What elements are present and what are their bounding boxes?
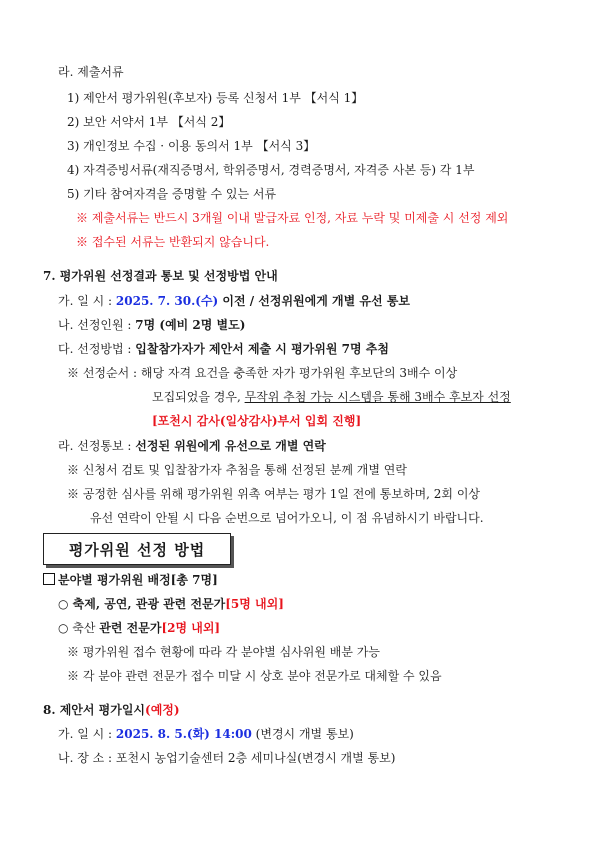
sec7-ga-rest: 이전 / 선정위원에게 개별 유선 통보: [218, 294, 410, 308]
allocation-item-1-text: ○ 축제, 공연, 관광 관련 전문가: [58, 597, 226, 611]
section8-heading-tentative: (예정): [145, 703, 180, 717]
doc-item-5: 5) 기타 참여자격을 증명할 수 있는 서류: [67, 187, 277, 201]
selection-order-line2: [152, 389, 511, 405]
allocation-item-1-count: [5명 내외]: [225, 597, 284, 611]
selection-method-title: 평가위원 선정 방법: [68, 540, 206, 559]
sec7-item-da: [58, 341, 389, 357]
sec8-ga-date: 2025. 8. 5.(화) 14:00: [115, 727, 252, 741]
sec7-note-2: ※ 공정한 심사를 위해 평가위원 위촉 여부는 평가 1일 전에 통보하며, 2회 이상: [67, 487, 481, 501]
doc-item-3: 3) 개인정보 수집 · 이용 동의서 1부 【서식 3】: [67, 139, 316, 153]
selection-method-title-box: [43, 533, 231, 565]
allocation-note-1: ※ 평가위원 접수 현황에 따라 각 분야별 심사위원 배분 가능: [67, 645, 380, 659]
doc-item-2: 2) 보안 서약서 1부 【서식 2】: [67, 115, 231, 129]
submission-docs-heading: 라. 제출서류: [58, 65, 124, 79]
selection-order-text2: 모집되었을 경우,: [152, 390, 245, 404]
allocation-item-2: [58, 620, 220, 636]
allocation-item-1: [58, 596, 284, 612]
allocation-note-2: ※ 각 분야 관련 전문가 접수 미달 시 상호 분야 전문가로 대체할 수 있음: [67, 669, 442, 683]
sec7-ra-value: 선정된 위원에게 유선으로 개별 연락: [135, 439, 326, 453]
allocation-heading: [43, 572, 218, 588]
allocation-heading-text: 분야별 평가위원 배정[총 7명]: [58, 573, 218, 587]
sec8-ga-rest: (변경시 개별 통보): [251, 727, 354, 741]
allocation-item-2-count: [2명 내외]: [161, 621, 221, 635]
sec8-na-label: 나. 장 소 :: [58, 751, 116, 765]
sec8-item-ga: [58, 726, 354, 742]
sec7-na-label: 나. 선정인원 :: [58, 318, 136, 332]
doc-note-2: ※ 접수된 서류는 반환되지 않습니다.: [76, 235, 270, 249]
sec7-da-value: 입찰참가자가 제안서 제출 시 평가위원 7명 추첨: [135, 342, 389, 356]
sec7-note-3: 유선 연락이 안될 시 다음 순번으로 넘어가오니, 이 점 유념하시기 바랍니다.: [90, 511, 484, 525]
selection-order-text1: 해당 자격 요건을 충족한 자가 평가위원 후보단의 3배수 이상: [140, 366, 458, 380]
sec7-item-ga: [58, 293, 410, 309]
allocation-item-2-bold: 관련 전문가: [99, 621, 162, 635]
doc-item-4: 4) 자격증빙서류(재직증명서, 학위증명서, 경력증명서, 자격증 사본 등) 각 1부: [67, 163, 475, 177]
sec7-item-na: [58, 317, 245, 333]
doc-note-1: ※ 제출서류는 반드시 3개월 이내 발급자료 인정, 자료 누락 및 미제출 시 선정 제외: [76, 211, 509, 225]
sec8-ga-label: 가. 일 시 :: [58, 727, 116, 741]
allocation-item-2-text: ○ 축산: [58, 621, 100, 635]
selection-order-label: ※ 선정순서 :: [67, 366, 141, 380]
sec7-ga-label: 가. 일 시 :: [58, 294, 116, 308]
checkbox-square-icon: [43, 573, 55, 585]
sec8-item-na: [58, 750, 395, 766]
section8-heading-text: 8. 제안서 평가일시: [43, 703, 146, 717]
sec7-da-label: 다. 선정방법 :: [58, 342, 136, 356]
section7-heading: 7. 평가위원 선정결과 통보 및 선정방법 안내: [43, 269, 278, 283]
selection-order-line1: [67, 365, 457, 381]
sec8-na-value: 포천시 농업기술센터 2층 세미나실(변경시 개별 통보): [115, 751, 396, 765]
sec7-ga-date: 2025. 7. 30.(수): [115, 294, 219, 308]
doc-item-1: 1) 제안서 평가위원(후보자) 등록 신청서 1부 【서식 1】: [67, 91, 364, 105]
sec7-note-1: ※ 신청서 검토 및 입찰참가자 추첨을 통해 선정된 분께 개별 연락: [67, 463, 407, 477]
audit-attendance-note: [포천시 감사(일상감사)부서 입회 진행]: [152, 414, 362, 428]
section8-heading: [43, 702, 180, 718]
sec7-ra-label: 라. 선정통보 :: [58, 439, 136, 453]
selection-order-underline: 무작위 추첨 가능 시스템을 통해 3배수 후보자 선정: [244, 390, 511, 404]
sec7-na-value: 7명 (예비 2명 별도): [135, 318, 246, 332]
sec7-item-ra: [58, 438, 326, 454]
